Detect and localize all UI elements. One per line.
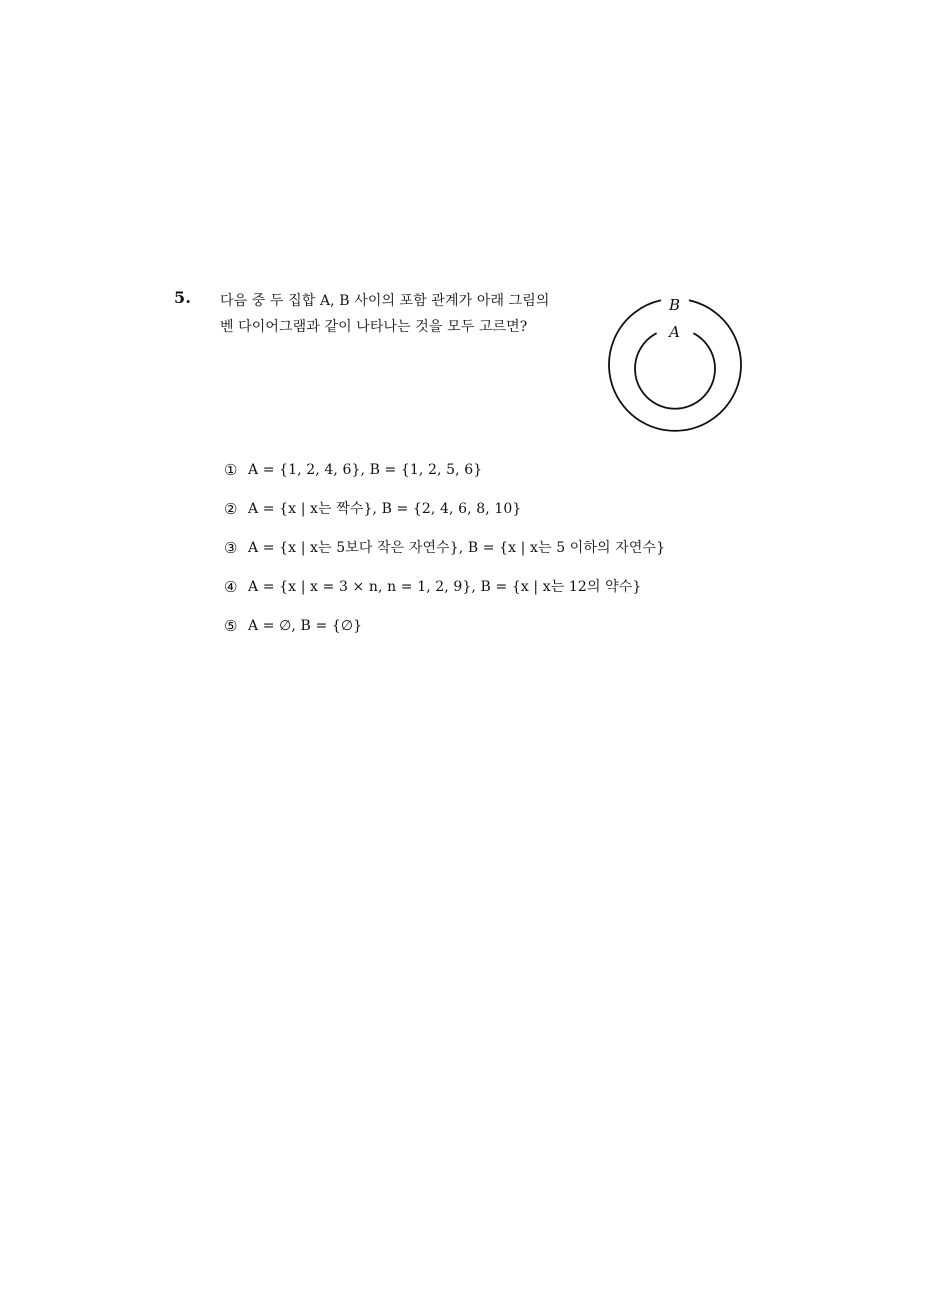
choice-4-marker: ④ — [224, 578, 238, 596]
outer-set-label: B — [668, 296, 681, 314]
choice-3[interactable] — [224, 537, 884, 576]
inner-set-label: A — [669, 323, 680, 341]
answer-choices — [224, 459, 884, 654]
question-text — [220, 288, 610, 340]
question-line-1: 다음 중 두 집합 A, B 사이의 포함 관계가 아래 그림의 — [220, 293, 550, 309]
choice-2[interactable] — [224, 498, 884, 537]
inner-set-circle — [635, 333, 715, 409]
choice-4[interactable] — [224, 576, 884, 615]
choice-1[interactable] — [224, 459, 884, 498]
choice-1-marker: ① — [224, 461, 238, 479]
venn-diagram — [604, 296, 746, 438]
choice-5-marker: ⑤ — [224, 617, 238, 635]
outer-set-circle — [609, 300, 741, 431]
choice-2-marker: ② — [224, 500, 238, 518]
question-line-2: 벤 다이어그램과 같이 나타나는 것을 모두 고르면? — [220, 319, 528, 335]
choice-2-text: A = {x | x는 짝수}, B = {2, 4, 6, 8, 10} — [248, 501, 522, 517]
choice-5-text: A = ∅, B = {∅} — [248, 618, 363, 634]
choice-4-text: A = {x | x = 3 × n, n = 1, 2, 9}, B = {x | x는 12의 약수} — [248, 579, 642, 595]
choice-1-text: A = {1, 2, 4, 6}, B = {1, 2, 5, 6} — [248, 462, 483, 478]
choice-5[interactable] — [224, 615, 884, 654]
choice-3-marker: ③ — [224, 539, 238, 557]
problem-number: 5. — [174, 288, 192, 307]
choice-3-text: A = {x | x는 5보다 작은 자연수}, B = {x | x는 5 이하의 자연수} — [248, 540, 666, 556]
